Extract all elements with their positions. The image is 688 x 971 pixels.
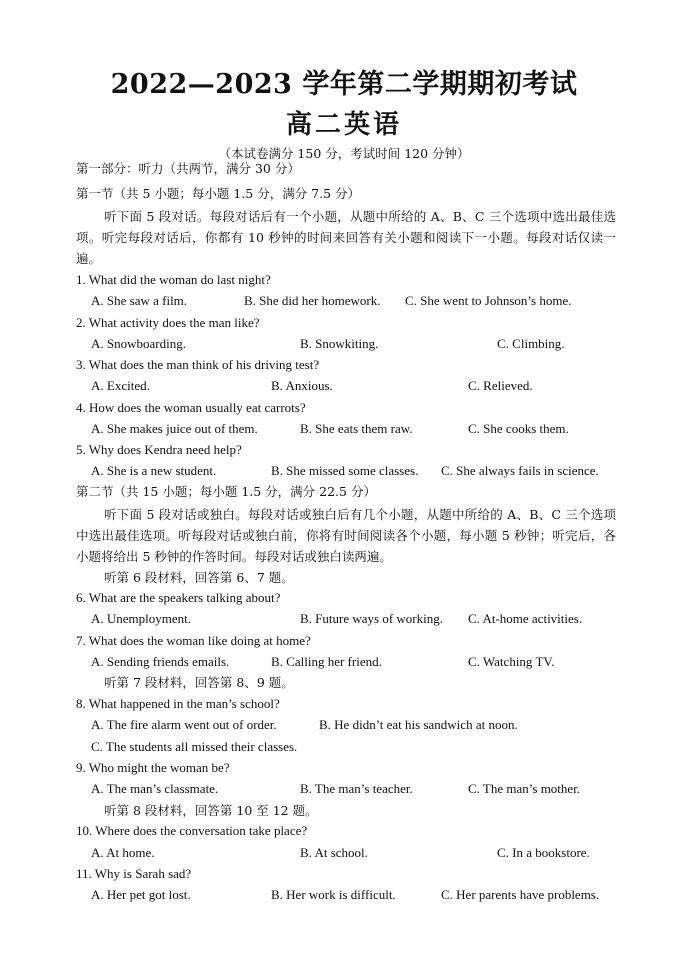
q10-option-a: A. At home. [91, 845, 155, 860]
q8-option-c: C. The students all missed their classes. [91, 739, 298, 754]
q9-option-b: B. The man’s teacher. [300, 781, 413, 796]
q4-option-b: B. She eats them raw. [300, 421, 413, 436]
q10-option-c: C. In a bookstore. [497, 845, 590, 860]
q1-option-a: A. She saw a film. [91, 293, 188, 308]
section2-heading: 第二节（共 15 小题；每小题 1.5 分，满分 22.5 分） [76, 484, 376, 499]
q5-option-b: B. She missed some classes. [271, 463, 419, 478]
q1-option-c: C. She went to Johnson’s home. [405, 293, 572, 308]
question-11: 11. Why is Sarah sad? [76, 866, 192, 881]
q10-option-b: B. At school. [300, 845, 368, 860]
question-10: 10. Where does the conversation take place? [76, 823, 308, 838]
material-6-note: 听第 6 段材料，回答第 6、7 题。 [104, 570, 294, 585]
part1-heading: 第一部分：听力（共两节，满分 30 分） [76, 161, 300, 176]
q9-option-a: A. The man’s classmate. [91, 781, 219, 796]
question-9: 9. Who might the woman be? [76, 760, 230, 775]
q4-option-c: C. She cooks them. [468, 421, 569, 436]
q2-option-a: A. Snowboarding. [91, 336, 186, 351]
q2-option-b: B. Snowkiting. [300, 336, 379, 351]
exam-note: （本试卷满分 150 分，考试时间 120 分钟） [218, 146, 470, 161]
section1-heading: 第一节（共 5 小题；每小题 1.5 分，满分 7.5 分） [76, 186, 361, 201]
question-1: 1. What did the woman do last night? [76, 272, 271, 287]
q6-option-a: A. Unemployment. [91, 611, 192, 626]
material-8-note: 听第 8 段材料，回答第 10 至 12 题。 [104, 803, 318, 818]
q5-option-c: C. She always fails in science. [441, 463, 599, 478]
q11-option-a: A. Her pet got lost. [91, 887, 191, 902]
q5-option-a: A. She is a new student. [91, 463, 217, 478]
q8-option-b: B. He didn’t eat his sandwich at noon. [319, 717, 518, 732]
q3-option-b: B. Anxious. [271, 378, 333, 393]
q6-option-c: C. At-home activities. [468, 611, 583, 626]
q8-option-a: A. The fire alarm went out of order. [91, 717, 277, 732]
q7-option-c: C. Watching TV. [468, 654, 555, 669]
q11-option-c: C. Her parents have problems. [441, 887, 600, 902]
section2-instructions: 听下面 5 段对话或独白。每段对话或独白后有几个小题，从题中所给的 A、B、C 三个选项中选出最佳选项。听每段对话或独白前，你将有时间阅读各个小题，每小题 5 秒钟；听完后，各小题将给出 5 秒钟的作答时间。每段对话或独白读两遍。 [76, 507, 616, 564]
question-8: 8. What happened in the man’s school? [76, 696, 280, 711]
q2-option-c: C. Climbing. [497, 336, 565, 351]
q7-option-b: B. Calling her friend. [271, 654, 382, 669]
question-7: 7. What does the woman like doing at home? [76, 633, 311, 648]
q3-option-c: C. Relieved. [468, 378, 533, 393]
q9-option-c: C. The man’s mother. [468, 781, 581, 796]
q11-option-b: B. Her work is difficult. [271, 887, 396, 902]
q6-option-b: B. Future ways of working. [300, 611, 443, 626]
question-2: 2. What activity does the man like? [76, 315, 260, 330]
q1-option-b: B. She did her homework. [244, 293, 381, 308]
question-4: 4. How does the woman usually eat carrots? [76, 400, 306, 415]
exam-title: 2022—2023 学年第二学期期初考试 [110, 69, 578, 100]
section1-instructions: 听下面 5 段对话。每段对话后有一个小题，从题中所给的 A、B、C 三个选项中选出最佳选项。听完每段对话后，你都有 10 秒钟的时间来回答有关小题和阅读下一小题。每段对话仅读一遍。 [76, 209, 616, 266]
question-5: 5. Why does Kendra need help? [76, 442, 242, 457]
q3-option-a: A. Excited. [91, 378, 150, 393]
question-6: 6. What are the speakers talking about? [76, 590, 281, 605]
question-3: 3. What does the man think of his driving test? [76, 357, 320, 372]
subject-title: 高二英语 [285, 110, 402, 140]
material-7-note: 听第 7 段材料，回答第 8、9 题。 [104, 675, 294, 690]
q7-option-a: A. Sending friends emails. [91, 654, 230, 669]
q4-option-a: A. She makes juice out of them. [91, 421, 258, 436]
